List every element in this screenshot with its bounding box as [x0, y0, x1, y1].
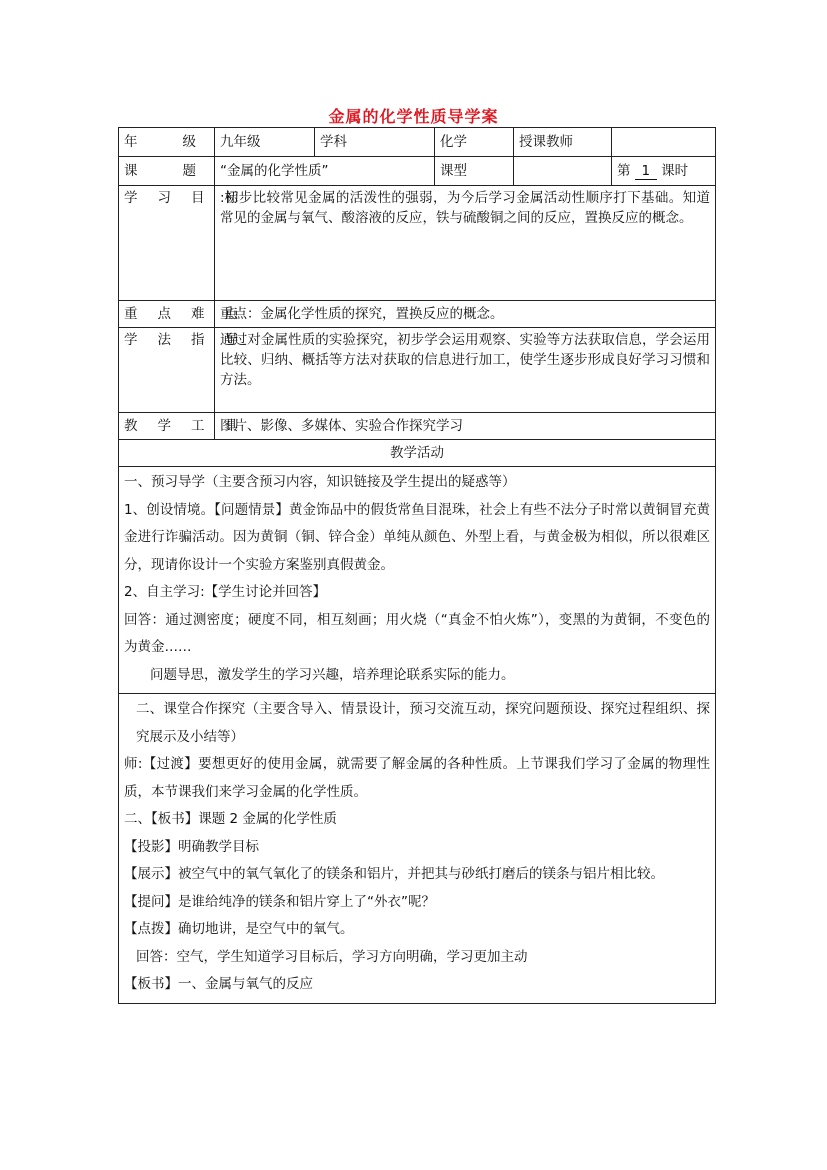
section2-question: 【提问】是谁给纯净的镁条和铝片穿上了“外衣”呢？ — [124, 893, 435, 910]
topic-value: “金属的化学性质” — [215, 157, 435, 186]
section2-title: 二、课堂合作探究（主要含导入、情景设计，预习交流互动，探究问题预设、探究过程组织、探究展示及小结等） — [136, 701, 710, 745]
period-number: 1 — [635, 163, 657, 180]
subject-value: 化学 — [435, 128, 514, 157]
goals-text: :初步比较常见金属的活泼性的强弱，为今后学习金属活动性顺序打下基础。知道常见的金属与氧气、酸溶液的反应，铁与硫酸铜之间的反应，置换反应的概念。 — [215, 186, 716, 301]
activity-header: 教学活动 — [119, 440, 716, 467]
key-points-label: 重点难点 — [119, 301, 215, 328]
section2-board-heading: 【板书】一、金属与氧气的反应 — [124, 976, 313, 992]
topic-label: 课 题 — [119, 157, 215, 186]
subject-label: 学科 — [315, 128, 435, 157]
lesson-plan-table — [118, 127, 716, 1004]
key-points-text: 重点：金属化学性质的探究，置换反应的概念。 — [215, 301, 716, 328]
section2-transition: 师:【过渡】要想更好的使用金属，就需要了解金属的各种性质。上节课我们学习了金属的物理性质，本节课我们来学习金属的化学性质。 — [124, 756, 710, 800]
section2-row — [119, 694, 716, 1004]
section2-display: 【展示】被空气中的氧气氧化了的镁条和铝片，并把其与砂纸打磨后的镁条与铝片相比较。 — [124, 866, 664, 882]
section1-title: 一、预习导学（主要含预习内容，知识链接及学生提出的疑惑等） — [124, 474, 516, 490]
grade-label: 年 级 — [119, 128, 215, 157]
tools-text: 图片、影像、多媒体、实验合作探究学习 — [215, 413, 716, 440]
section2-hint: 【点拨】确切地讲，是空气中的氧气。 — [124, 921, 354, 937]
grade-row — [119, 128, 716, 157]
method-label: 学法指导 — [119, 328, 215, 413]
page-title: 金属的化学性质导学案 — [328, 107, 499, 126]
period-suffix: 课时 — [661, 163, 689, 179]
inquiry-section — [119, 694, 715, 1003]
period-prefix: 第 — [617, 163, 631, 179]
activity-header-row — [119, 440, 716, 467]
section1-self-study: 2、自主学习:【学生讨论并回答】 — [124, 584, 327, 600]
type-value — [514, 157, 612, 186]
method-text: 通过对金属性质的实验探究，初步学会运用观察、实验等方法获取信息，学会运用比较、归纳、概括等方法对获取的信息进行加工，使学生逐步形成良好学习习惯和方法。 — [215, 328, 716, 413]
goals-row — [119, 186, 716, 301]
key-points-row — [119, 301, 716, 328]
section2-answer: 回答：空气，学生知道学习目标后，学习方向明确，学习更加主动 — [136, 948, 528, 965]
type-label: 课型 — [435, 157, 514, 186]
teacher-value — [612, 128, 716, 157]
method-row — [119, 328, 716, 413]
goals-label: 学习目标 — [119, 186, 215, 301]
teacher-label: 授课教师 — [514, 128, 612, 157]
section2-projection: 【投影】明确教学目标 — [124, 838, 259, 855]
topic-row — [119, 157, 716, 186]
tools-label: 教学工具 — [119, 413, 215, 440]
grade-value: 九年级 — [215, 128, 315, 157]
section1-answer: 回答：通过测密度；硬度不同，相互刻画；用火烧（“真金不怕火炼”），变黑的为黄铜，不变色的为黄金…… — [124, 611, 710, 655]
section1-note: 问题导思，激发学生的学习兴趣，培养理论联系实际的能力。 — [150, 666, 515, 683]
tools-row — [119, 413, 716, 440]
section2-board-title: 二、【板书】课题 2 金属的化学性质 — [124, 811, 337, 827]
period-cell — [612, 157, 716, 186]
section1-situation: 1、创设情境。【问题情景】黄金饰品中的假货常鱼目混珠，社会上有些不法分子时常以黄铜冒充黄金进行诈骗活动。因为黄铜（铜、锌合金）单纯从颜色、外型上看，与黄金极为相似，所以很难区分，现请你设计一个实验方案鉴别真假黄金。 — [124, 501, 710, 573]
preview-section — [119, 467, 715, 693]
section1-row — [119, 467, 716, 694]
